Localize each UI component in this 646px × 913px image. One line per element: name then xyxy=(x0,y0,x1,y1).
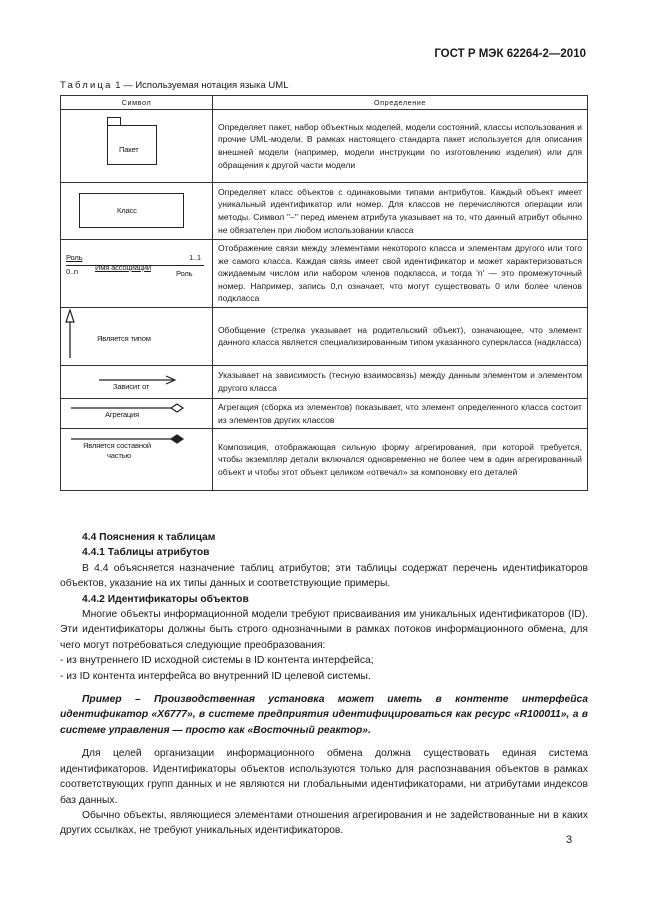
class-label: Класс xyxy=(117,206,137,215)
composition-label-line1: Является составной xyxy=(83,441,151,451)
table-row-package xyxy=(61,110,588,183)
association-multiplicity-bottom-label: 0..n xyxy=(66,267,78,276)
table-row-dependency xyxy=(61,365,588,398)
dependency-label: Зависит от xyxy=(113,381,150,391)
standard-header: ГОСТ Р МЭК 62264-2—2010 xyxy=(434,48,586,60)
table-row-class xyxy=(61,183,588,240)
dependency-definition: Указывает на зависимость (тесную взаимосвязь) между данным элементом и элементом другого класса xyxy=(213,365,588,398)
heading-4-4: 4.4 Пояснения к таблицам xyxy=(82,532,216,543)
table-row-generalization xyxy=(61,307,588,365)
association-symbol xyxy=(61,240,213,308)
aggregation-label: Агрегация xyxy=(105,409,140,419)
example-paragraph: Пример – Производственная установка может иметь в контенте интерфейса идентификатор «X6777», в системе предприятия идентифицироваться как ресурс «R100011», а в системе управления — просто как «Восточный реактор». xyxy=(60,694,588,736)
association-role-top-label: Роль xyxy=(66,253,83,262)
table-row-association xyxy=(61,240,588,308)
package-definition: Определяет пакет, набор объектных моделей, модели состояний, классы использования и прочие UML-модели. В рамках настоящего стандарта пакет используется для описания внешней модели (например, модели инструкции по изготовлению изделия) или для обращения к другой части модели xyxy=(213,110,588,183)
association-multiplicity-top-label: 1..1 xyxy=(189,253,201,262)
column-header-definition: Определение xyxy=(213,96,588,110)
generalization-label: Является типом xyxy=(97,333,151,343)
heading-4-4-1: 4.4.1 Таблицы атрибутов xyxy=(82,547,210,559)
column-header-symbol: Символ xyxy=(61,96,213,110)
section-body xyxy=(60,530,588,839)
page-number: 3 xyxy=(566,834,573,846)
composition-definition: Композиция, отображающая сильную форму агрегирования, при которой требуется, чтобы экземпляр детали включался одновременно не более чем в один агрегированный объект и чтобы этот объект целиком «отвечал» за компоновку его деталей xyxy=(213,429,588,491)
generalization-symbol xyxy=(61,307,213,365)
composition-label-line2: частью xyxy=(107,451,131,461)
table-caption-text: 1 — Используемая нотация языка UML xyxy=(112,80,289,91)
generalization-arrow-icon xyxy=(61,308,81,366)
association-name-label: Имя ассоциации xyxy=(95,263,151,272)
paragraph-unified-ids: Для целей организации информационного обмена должна существовать единая система идентификаторов. Идентификаторы объектов используются только для распознавания объектов в рамках соответствующих групп данных и не являются ни глобальными идентификаторами, ни атрибутами индексов баз данных. xyxy=(60,748,588,806)
paragraph-object-ids: Многие объекты информационной модели требуют присваивания им уникальных идентификаторов (ID). Эти идентификаторы должны быть строго однозначными в рамках потоков информационного обмена, для чего могут потребоваться следующие преобразования: xyxy=(60,609,588,651)
aggregation-definition: Агрегация (сборка из элементов) показывает, что элемент определенного класса состоит из элементов других классов xyxy=(213,398,588,428)
table-caption xyxy=(60,80,288,91)
composition-symbol xyxy=(61,429,213,491)
association-definition: Отображение связи между элементами некоторого класса и элементам другого или того же самого класса. Каждая связь имеет свой идентификатор и может характеризоваться ожидаемым числом или набором членов подкласса, и тогда 'n' — это промежуточный номер. Например, запись 0,n означает, что могут существовать 0 или более членов подкласса xyxy=(213,240,588,308)
paragraph-attribute-tables: В 4.4 объясняется назначение таблиц атрибутов; эти таблицы содержат перечень идентификаторов объектов, указание на их типы данных и соответствующие примеры. xyxy=(60,562,588,590)
list-item-internal-to-interface: - из внутреннего ID исходной системы в ID контента интерфейса; xyxy=(60,655,374,667)
composition-diamond-icon xyxy=(61,429,213,491)
table-row-composition xyxy=(61,429,588,491)
list-item-interface-to-target: - из ID контента интерфейса во внутренний ID целевой системы. xyxy=(60,670,371,682)
generalization-definition: Обобщение (стрелка указывает на родительский объект), означающее, что элемент данного класса является специализированным типом указанного суперкласса (надкласса) xyxy=(213,307,588,365)
paragraph-aggregation-ids: Обычно объекты, являющиеся элементами отношения агрегирования и не задействованные ни в каких других ссылках, не требуют уникальных идентификаторов. xyxy=(60,809,588,837)
package-label: Пакет xyxy=(119,145,139,154)
table-header-row xyxy=(61,96,588,110)
class-symbol xyxy=(61,183,213,240)
class-definition: Определяет класс объектов с одинаковыми типами антрибутов. Каждый объект имеет уникальный идентификатор или номер. Для классов не перечисляются операции или методы. Символ "–" перед именем атрибута указывает на то, что данный атрибут обычно не обязателен при любом использовании класса xyxy=(213,183,588,240)
heading-4-4-2: 4.4.2 Идентификаторы объектов xyxy=(82,593,249,605)
package-symbol xyxy=(61,110,213,183)
table-caption-prefix: Таблица xyxy=(60,80,113,91)
association-role-bottom-label: Роль xyxy=(176,269,193,278)
table-row-aggregation xyxy=(61,398,588,428)
uml-notation-table xyxy=(60,95,588,491)
dependency-symbol xyxy=(61,365,213,398)
aggregation-symbol xyxy=(61,398,213,428)
